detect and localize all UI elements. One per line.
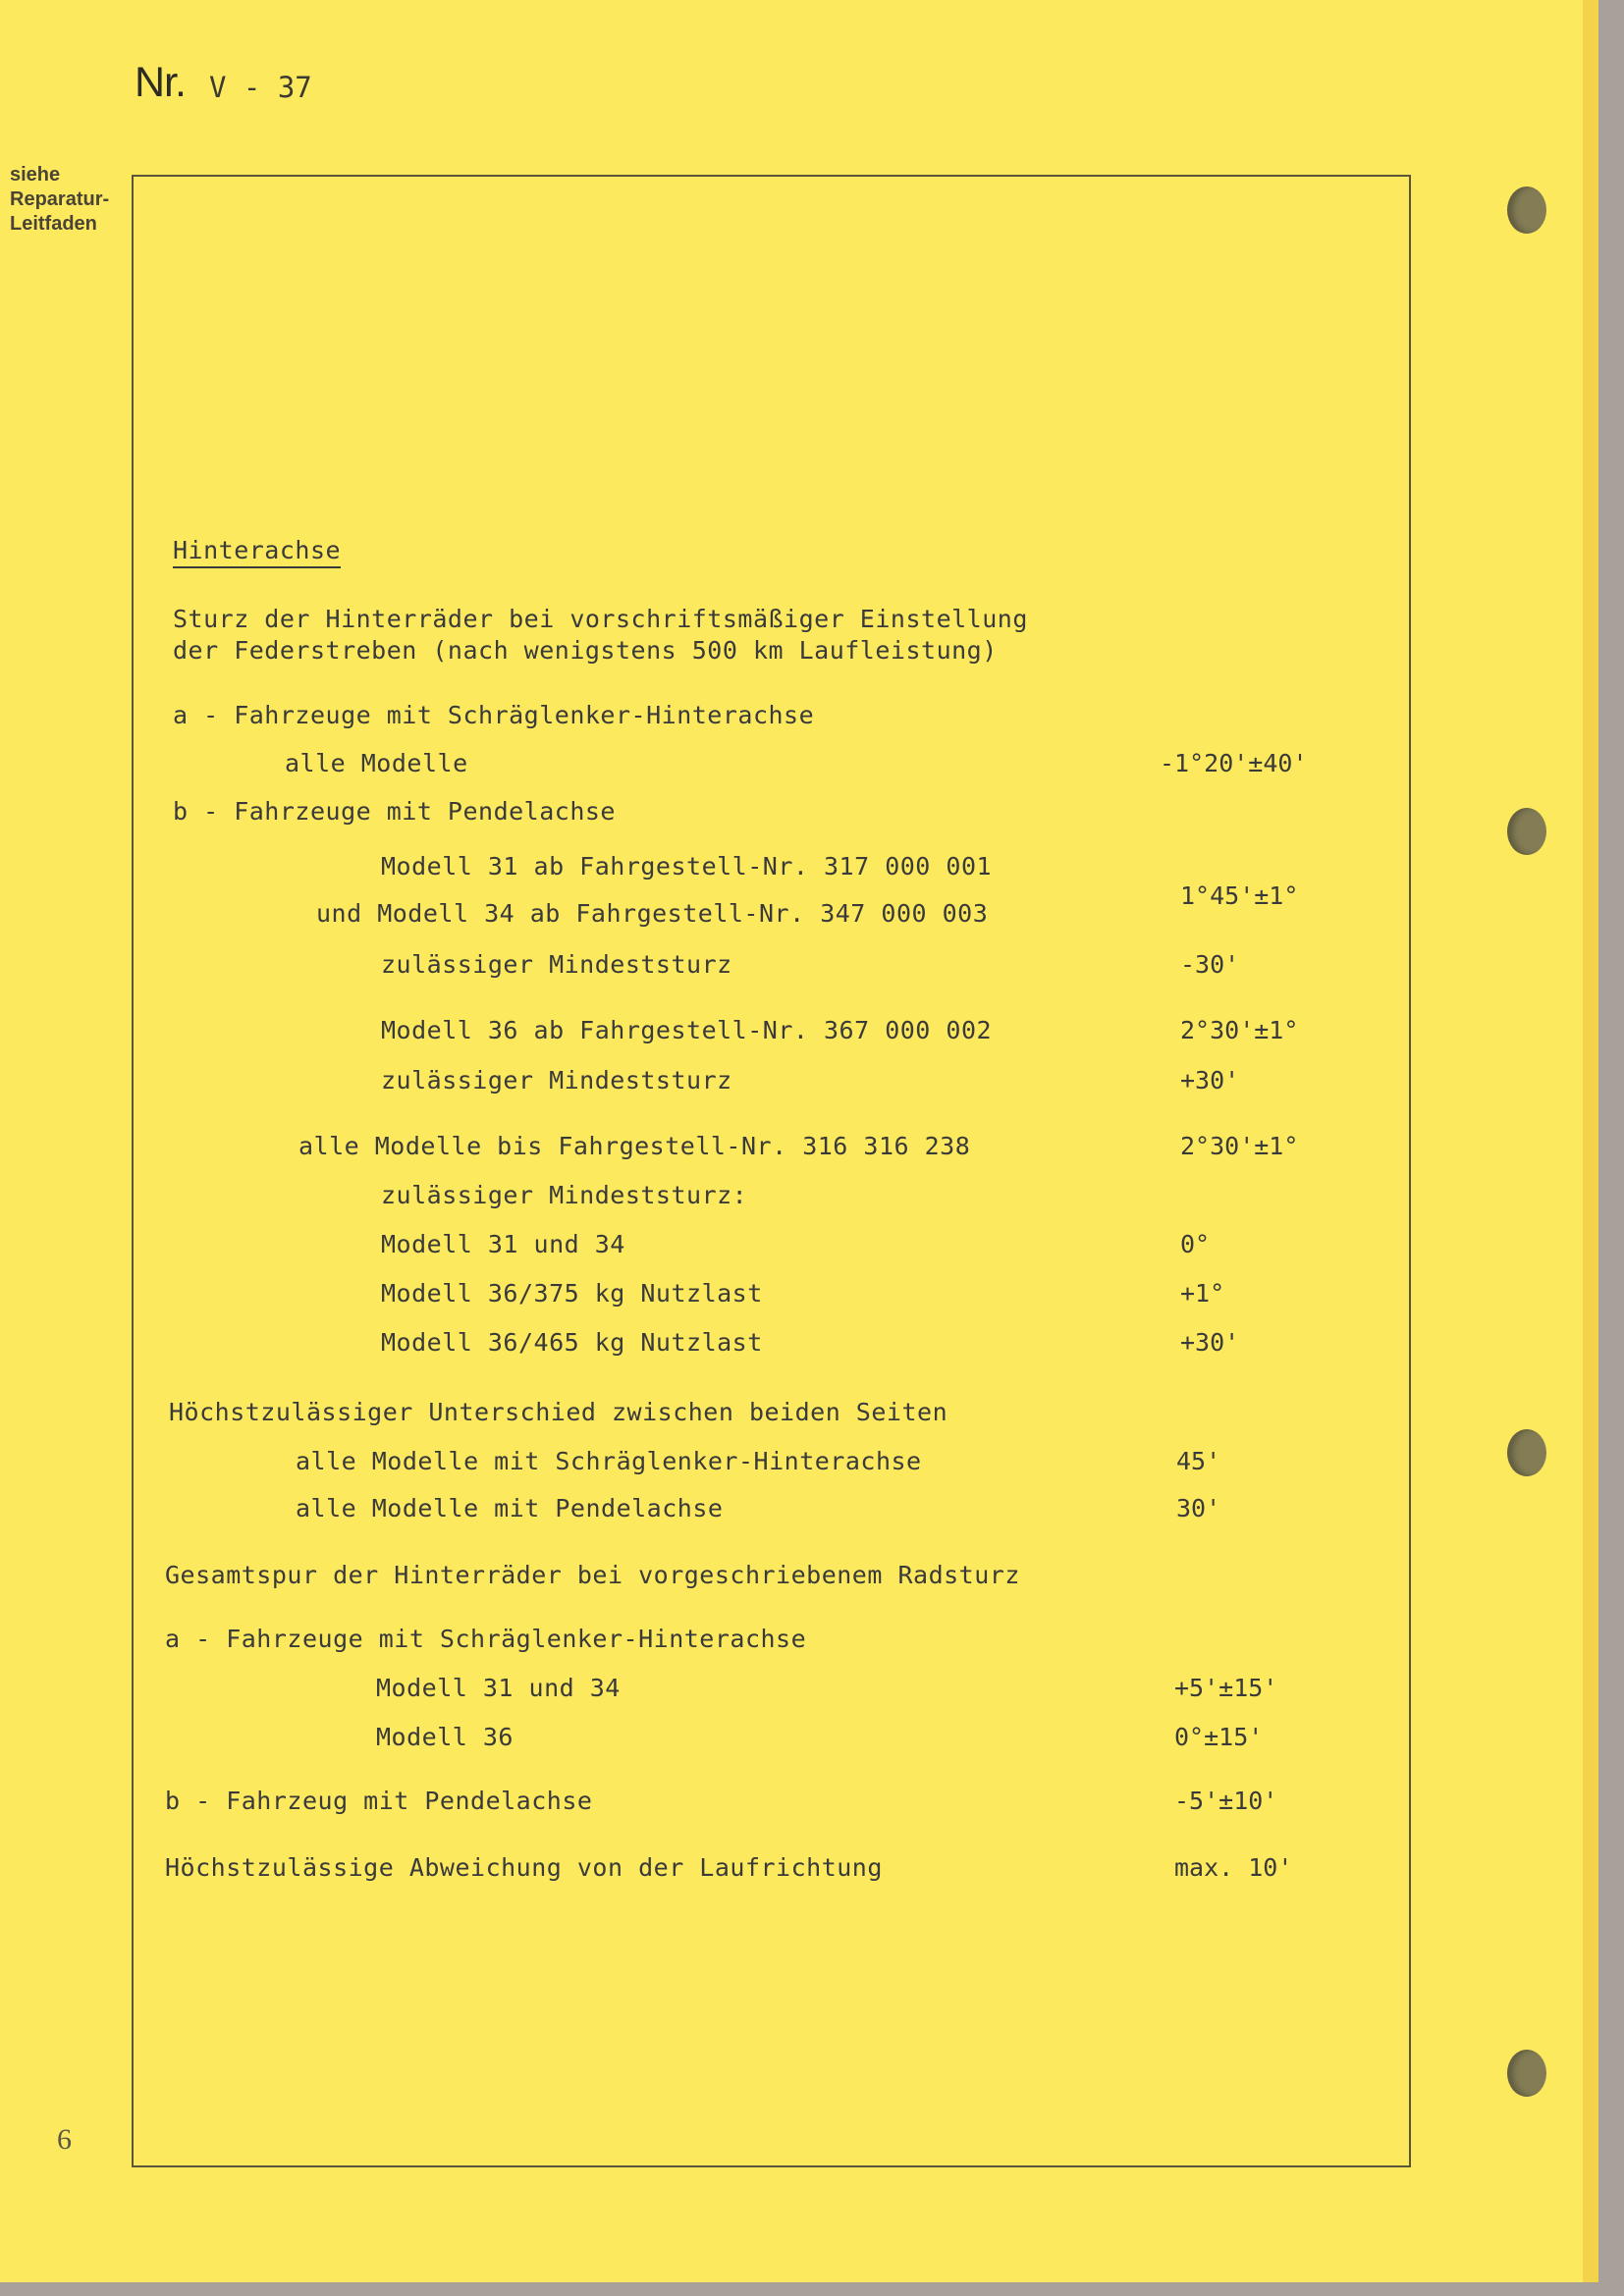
spec-label: Modell 36/465 kg Nutzlast <box>381 1328 763 1357</box>
sturz-a-heading: a - Fahrzeuge mit Schräglenker-Hinterachse <box>173 701 815 729</box>
spec-label: Modell 31 ab Fahrgestell-Nr. 317 000 001 <box>381 852 993 881</box>
spec-value: -1°20'±40' <box>1160 749 1308 777</box>
spec-label: Modell 31 und 34 <box>381 1230 625 1258</box>
spec-value: max. 10' <box>1174 1853 1293 1882</box>
spec-value: 45' <box>1176 1447 1221 1475</box>
page-edge <box>1583 0 1598 2282</box>
header-nr-label: Nr. <box>135 59 186 106</box>
spec-value: +1° <box>1180 1279 1225 1308</box>
side-note: siehe Reparatur-Leitfaden <box>10 164 110 235</box>
spec-label: b - Fahrzeug mit Pendelachse <box>165 1787 593 1815</box>
spec-label: und Modell 34 ab Fahrgestell-Nr. 347 000 003 <box>316 899 989 928</box>
spec-value: +5'±15' <box>1174 1674 1278 1702</box>
spec-label: Modell 36 <box>376 1723 514 1751</box>
intro-line: Sturz der Hinterräder bei vorschriftsmäßiger Einstellung <box>173 605 1028 633</box>
spec-label: alle Modelle mit Schräglenker-Hinterachse <box>296 1447 922 1475</box>
spec-label: Modell 36/375 kg Nutzlast <box>381 1279 763 1308</box>
spec-label: Modell 31 und 34 <box>376 1674 621 1702</box>
spec-label: zulässiger Mindeststurz: <box>381 1181 748 1209</box>
spec-value: 2°30'±1° <box>1180 1132 1299 1160</box>
punch-hole <box>1507 1429 1546 1476</box>
unterschied-heading: Höchstzulässiger Unterschied zwischen beiden Seiten <box>169 1398 948 1426</box>
spur-heading: Gesamtspur der Hinterräder bei vorgeschriebenem Radsturz <box>165 1561 1020 1589</box>
spec-value: 30' <box>1176 1494 1221 1522</box>
spec-value: +30' <box>1180 1066 1240 1095</box>
spec-value: 2°30'±1° <box>1180 1016 1299 1044</box>
spec-value: 0°±15' <box>1174 1723 1264 1751</box>
spec-label: alle Modelle <box>285 749 468 777</box>
section-title: Hinterachse <box>173 536 341 568</box>
punch-hole <box>1507 808 1546 855</box>
sturz-b-heading: b - Fahrzeuge mit Pendelachse <box>173 797 616 826</box>
spec-value: -5'±10' <box>1174 1787 1278 1815</box>
spec-label: zulässiger Mindeststurz <box>381 1066 732 1095</box>
spec-label: Modell 36 ab Fahrgestell-Nr. 367 000 002 <box>381 1016 993 1044</box>
header-document-number: V - 37 <box>209 71 312 104</box>
spur-a-heading: a - Fahrzeuge mit Schräglenker-Hinterachse <box>165 1625 807 1653</box>
spec-value: -30' <box>1180 950 1240 979</box>
spec-value: +30' <box>1180 1328 1240 1357</box>
spec-label: alle Modelle mit Pendelachse <box>296 1494 724 1522</box>
spec-label: alle Modelle bis Fahrgestell-Nr. 316 316 238 <box>298 1132 971 1160</box>
spec-label: zulässiger Mindeststurz <box>381 950 732 979</box>
intro-line: der Federstreben (nach wenigstens 500 km Laufleistung) <box>173 636 998 665</box>
punch-hole <box>1507 187 1546 234</box>
page-number: 6 <box>57 2123 72 2156</box>
spec-label: Höchstzulässige Abweichung von der Laufrichtung <box>165 1853 883 1882</box>
spec-value: 1°45'±1° <box>1180 881 1299 910</box>
spec-value: 0° <box>1180 1230 1211 1258</box>
punch-hole <box>1507 2050 1546 2097</box>
